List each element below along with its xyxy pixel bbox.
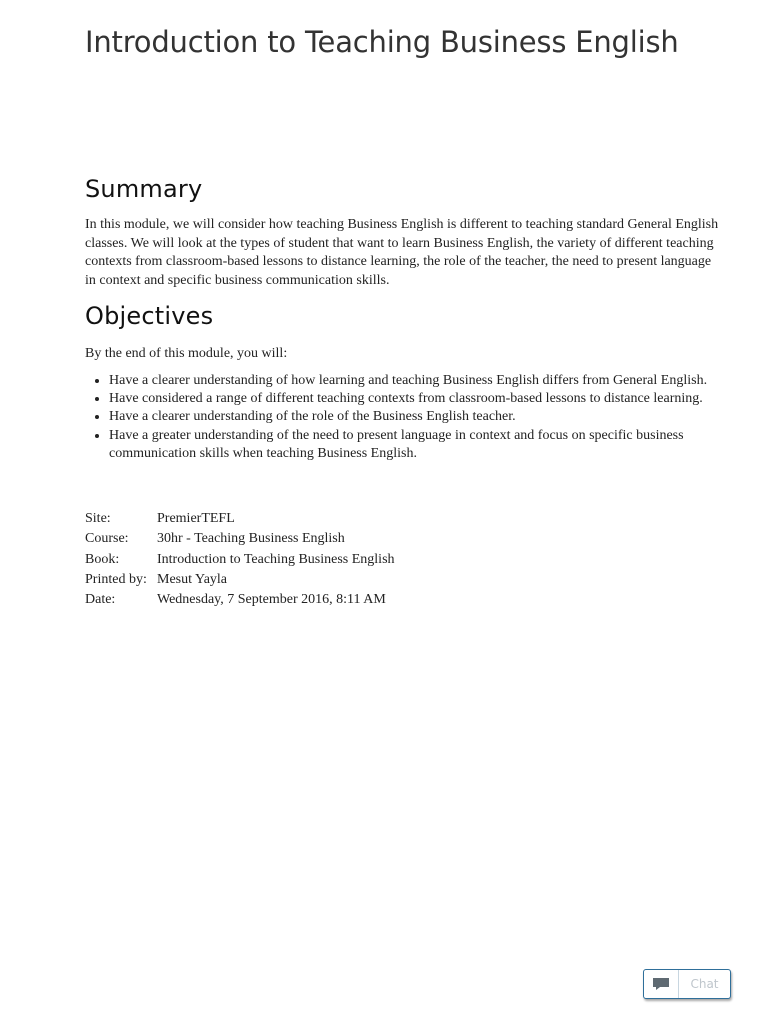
objective-item: • Have a greater understanding of the need to present language in context and focus on specific business communication skills when teaching Business English. [109, 427, 744, 463]
book-title: Introduction to Teaching Business English [85, 25, 679, 59]
print-info-label: Course: [85, 531, 129, 547]
print-info-row-printed-by [85, 570, 395, 590]
print-info-value: Mesut Yayla [157, 572, 228, 588]
print-info-row-date [85, 590, 395, 610]
print-info-row-book [85, 550, 395, 570]
print-info-value: Introduction to Teaching Business English [157, 551, 395, 567]
objective-item: • Have a clearer understanding of the role of the Business English teacher. [109, 408, 744, 426]
print-info-table [85, 509, 395, 610]
objective-item: • Have considered a range of different teaching contexts from classroom-based lessons to distance learning. [109, 390, 744, 408]
chat-button[interactable] [643, 969, 731, 999]
chat-label: Chat [690, 977, 719, 991]
summary-heading: Summary [85, 175, 203, 203]
print-info-value: 30hr - Teaching Business English [157, 531, 345, 547]
print-info-value: PremierTEFL [157, 511, 235, 527]
print-info-label: Date: [85, 592, 116, 608]
objectives-list [85, 372, 744, 463]
print-info-label: Printed by: [85, 572, 147, 588]
objective-item: • Have a clearer understanding of how learning and teaching Business English differs from General English. [109, 372, 744, 390]
print-info-label: Site: [85, 511, 111, 527]
print-info-row-course [85, 529, 395, 549]
print-info-value: Wednesday, 7 September 2016, 8:11 AM [157, 592, 386, 608]
chat-bubble-icon [644, 970, 679, 998]
objectives-intro: By the end of this module, you will: [85, 346, 288, 361]
objectives-heading: Objectives [85, 302, 214, 330]
summary-text: In this module, we will consider how teaching Business English is different to teaching standard General English classes. We will look at the types of student that want to learn Business English, the variety of different teaching contexts from classroom-based lessons to distance learning, the role of the teacher, the need to present language in context and specific business communication skills. [85, 217, 719, 288]
print-info-row-site [85, 509, 395, 529]
print-info-label: Book: [85, 551, 120, 567]
